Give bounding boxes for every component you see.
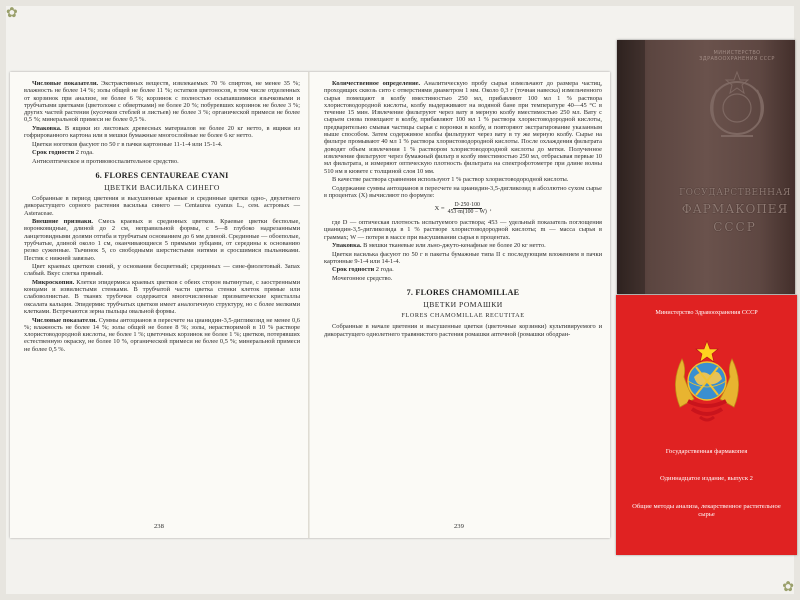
paragraph	[24, 125, 300, 140]
page-number: 238	[154, 523, 164, 530]
paragraph-text: Суммы антоцианов в пересчете на цианидин-3,5-дигликозид не менее 0,6 %; влажность не более 14 %; золы общей не более 8 %; золы, нерастворимой в 10 % растворе хлористоводородной кислоты, не более 1 %; цветочных корзинок не более 1 %; цветков, потерявших естественную окраску, не более 10 %, органической примеси не более 0,5 %; минеральной примеси не более 0,5 %.	[24, 316, 300, 353]
article-subtitle: ЦВЕТКИ РОМАШКИ	[423, 300, 503, 310]
paragraph-text: Содержание суммы антоцианов в пересчете на цианидин-3,5-дигликозид в абсолютно сухом сырье в процентах (X) вычисляют по формуле:	[324, 184, 602, 199]
paragraph-lead: Количественное определение.	[332, 80, 421, 87]
paragraph-lead: Числовые показатели.	[32, 316, 97, 324]
paragraph-lead: Микроскопия.	[32, 278, 75, 286]
paragraph	[24, 195, 300, 217]
left-page	[24, 80, 300, 532]
paragraph	[324, 219, 602, 241]
page-number: 239	[454, 523, 464, 530]
paragraph	[324, 266, 602, 273]
corner-ornament-icon: ✿	[6, 5, 18, 21]
state-emblem-icon	[699, 66, 775, 148]
book-gutter	[308, 72, 310, 538]
paragraph-text: Экстрактивных веществ, извлекаемых 70 % спиртом, не менее 35 %; влажность не более 14 %; золы общей не более 11 %; остатков цветоносов, в том числе отделенных от корзинок при анализе, не более 6 %; корзинок с полностью осыпавшимися язычковыми и трубчатыми цветками (цветоложе с обвертками) не более 20 %; побуревших корзинок не более 3 %; других частей растения (кусочков стеблей и листьев) не более 3 %; органической примеси не более 0,5 %; минеральной примеси не более 0,5 %.	[24, 80, 301, 124]
book-title-line1: ГОСУДАРСТВЕННАЯ	[679, 188, 791, 198]
formula-fraction	[448, 202, 487, 215]
paragraph	[24, 80, 300, 124]
paragraph-lead: Срок годности	[332, 266, 375, 274]
formula	[324, 202, 602, 215]
cover-ministry: Министерство Здравоохранения СССР	[655, 309, 758, 316]
paragraph	[324, 275, 602, 282]
paragraph	[24, 279, 300, 315]
paragraph-text: Мочегонное средство.	[332, 274, 393, 282]
right-page	[324, 80, 602, 532]
paragraph-text: В мешки тканевые или льно-джуто-кенафные не более 20 кг нетто.	[361, 242, 546, 250]
paragraph	[324, 242, 602, 249]
paragraph	[324, 323, 602, 338]
brown-book-cover	[617, 40, 795, 294]
paragraph-text: Аналитическую пробу сырья измельчают до размера частиц, проходящих сквозь сито с отверстиями диаметром 1 мм. Около 0,3 г (точная навеска) измельченного сырья помещают в колбу вместимостью 250 мл, прибавляют 100 мл 1 % раствора хлористоводородной кислоты, колбу выдерживают на водяной бане при температуре 40—45 °С в течение 15 мин. Извлечение фильтруют через вату в мерную колбу вместимостью 250 мл. Вату с сырьем снова помещают в колбу, прибавляют 100 мл 1 % раствора хлористоводородной кислоты, предварительно смывая частицы сырья с воронки в колбу, и повторяют экстрагирование указанным выше способом. Затем содержимое колбы фильтруют через вату в ту же мерную колбу. Сырье на фильтре промывают 40 мл 1 % раствора хлористоводородной кислоты. После охлаждения фильтрата доводят объем извлечения 1 % раствором хлористоводородной кислоты до метки. Полученное извлечение фильтруют через бумажный фильтр в колбу вместимостью 250 мл, отбрасывая первые 10 мл фильтрата, и измеряют оптическую плотность фильтрата на спектрофотометре при длине волны 510 нм в кювете с толщиной слоя 10 мм.	[324, 80, 602, 175]
paragraph-text: В качестве раствора сравнения используют 1 % раствор хлористоводородной кислоты.	[332, 176, 569, 184]
paragraph	[24, 158, 300, 165]
paragraph-text: Цвет краевых цветков синий, у основания бесцветный; срединных — сине-фиолетовый. Запах слабый. Вкус слегка пряный.	[24, 263, 300, 278]
formula-numerator: D·250·100	[454, 202, 480, 209]
formula-tail: ,	[489, 205, 492, 213]
paragraph	[24, 149, 300, 156]
paragraph-text: Цветки василька фасуют по 50 г в пакеты бумажные типа II с последующим вложением в пачки картонные 9-1-4 или 14-1-4.	[324, 250, 602, 265]
paragraph-text: Собранные в период цветения и высушенные краевые и срединные цветки одно-, двулетнего дикорастущего сорного растения василька синего — Centaurea cyanus L., сем. астровых — Asteraceae.	[24, 195, 300, 217]
paragraph	[324, 80, 602, 175]
right-page-text-middle	[324, 219, 602, 282]
paragraph-text: 2 года.	[374, 266, 394, 274]
paragraph-text: Клетки эпидермиса краевых цветков с обеих сторон вытянутые, с заостренными концами и извилистыми стенками. В трубчатой части цветка стенки клеток прямые или слабоволнистые. В тканях трубочки содержатся многочисленные призматические кристаллы оксалата кальция. Эпидермис трубчатых цветков имеет аналогичную структуру, но с более мелкими клетками. Встречаются зерна пыльцы овальной формы.	[24, 278, 300, 316]
article-title: 6. FLORES CENTAUREAE CYANI	[95, 171, 229, 181]
article-latin-name: FLORES CHAMOMILLAE RECUTITAE	[401, 312, 525, 320]
paragraph	[324, 176, 602, 183]
cover-subtitle: Общие методы анализа, лекарственное растительное сырье	[632, 503, 781, 518]
paragraph-text: где D — оптическая плотность испытуемого раствора; 453 — удельный показатель поглощения цианидин-3,5-дигликозида в 1 % растворе хлористоводородной кислоты; m — масса сырья в граммах; W — потеря в массе при высушивании сырья в процентах.	[324, 219, 602, 241]
paragraph	[324, 251, 602, 266]
right-page-text-bottom	[324, 323, 602, 338]
paragraph-text: Антисептическое и противовоспалительное средство.	[32, 157, 179, 165]
paragraph-lead: Внешние признаки.	[32, 218, 93, 226]
paragraph	[24, 141, 300, 148]
left-page-text-bottom	[24, 195, 300, 353]
paragraph	[24, 263, 300, 278]
cover-edition: Одиннадцатое издание, выпуск 2	[660, 475, 753, 482]
paragraph	[24, 218, 300, 262]
paragraph-lead: Упаковка.	[32, 124, 62, 132]
red-book-cover	[616, 295, 797, 555]
formula-lhs: X =	[434, 205, 445, 213]
left-page-text-top	[24, 80, 300, 165]
paragraph-text: Смесь краевых и срединных цветков. Краевые цветки бесполые, воронковидные, длиной до 2 см, неправильной формы, с 5—8 глубоко надрезанными ланцетовидными долями отгиба и трубчатым основанием до 6 мм длиной. Срединные — обоеполые, трубчатые, длиной около 1 см, оканчивающиеся 5 прямыми зубцами, от середины к основанию резко суженные. Тычинок 5, со свободными шерстистыми нитями и сросшимися пыльниками. Пестик с нижней завязью.	[24, 218, 300, 262]
paragraph-lead: Срок годности	[32, 149, 75, 157]
ussr-coat-of-arms-icon	[666, 337, 748, 429]
paragraph-text: Собранные в начале цветения и высушенные цветки (цветочные корзинки) культивируемого и дикорастущего однолетнего травянистого растения ромашки аптечной (ромашки ободран-	[324, 323, 602, 338]
paragraph-text: Цветки ноготков фасуют по 50 г в пачки картонные 11-1-4 или 15-1-4.	[32, 140, 223, 148]
book-title	[675, 188, 795, 234]
paragraph-lead: Упаковка.	[332, 242, 362, 250]
paragraph-text: В ящики из листовых древесных материалов не более 20 кг нетто, в ящики из гофрированного картона или в мешки бумажные многослойные не более 6 кг нетто.	[24, 124, 300, 140]
cover-title: Государственная фармакопея	[665, 448, 748, 455]
book-ministry-line: МИНИСТЕРСТВО ЗДРАВООХРАНЕНИЯ СССР	[699, 50, 775, 62]
paragraph-text: 2 года.	[74, 149, 94, 157]
book-spine-shade	[617, 40, 645, 294]
book-title-line2: ФАРМАКОПЕЯ	[681, 202, 789, 216]
paragraph-lead: Числовые показатели.	[32, 80, 99, 87]
corner-ornament-icon: ✿	[782, 579, 794, 595]
paragraph	[324, 185, 602, 200]
formula-denominator: 453·m(100 − W)	[447, 209, 487, 216]
article-subtitle: ЦВЕТКИ ВАСИЛЬКА СИНЕГО	[104, 183, 220, 193]
right-page-text-top	[324, 80, 602, 199]
book-title-line3: СССР	[713, 220, 757, 234]
article-title: 7. FLORES CHAMOMILLAE	[406, 288, 520, 298]
paragraph	[24, 317, 300, 353]
book-spread-scan	[10, 72, 610, 538]
